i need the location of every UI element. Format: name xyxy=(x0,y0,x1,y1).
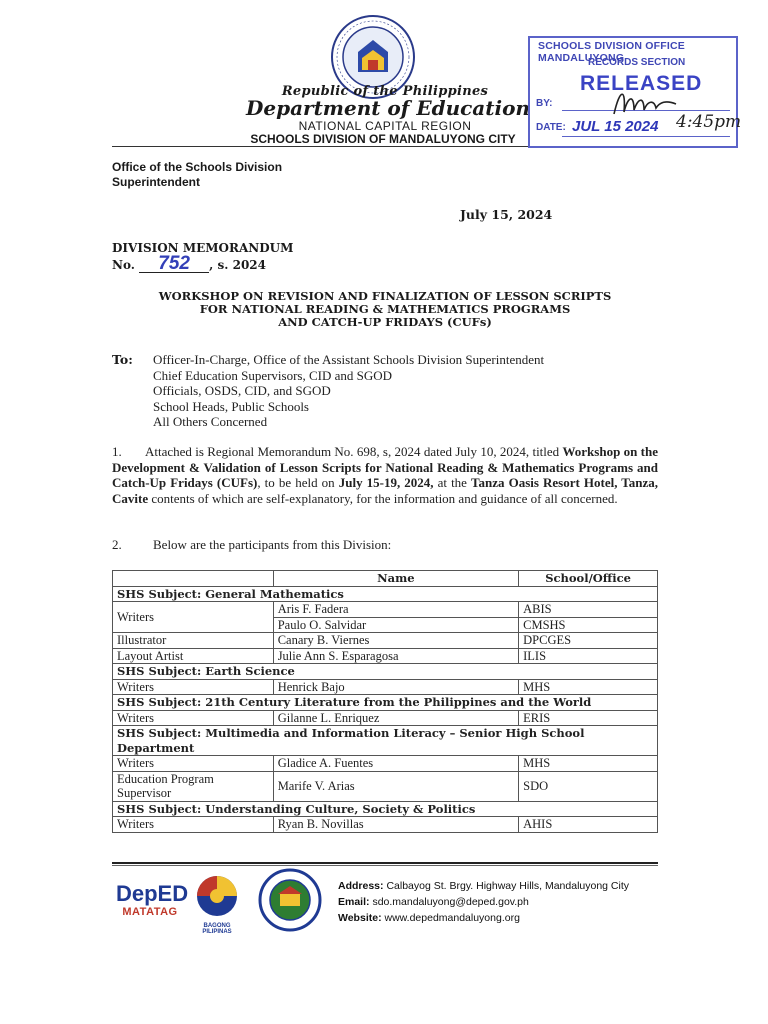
subject-row xyxy=(113,726,658,756)
school-cell: MHS xyxy=(519,679,658,695)
subject-row xyxy=(113,801,658,817)
name-cell: Canary B. Viernes xyxy=(273,633,518,649)
participants-table xyxy=(112,570,658,833)
paragraph-2 xyxy=(112,537,391,553)
table-row xyxy=(113,771,658,801)
school-cell: CMSHS xyxy=(519,617,658,633)
released-stamp xyxy=(528,36,742,148)
stamp-status: RELEASED xyxy=(580,72,703,95)
school-cell: MHS xyxy=(519,756,658,772)
subject-row xyxy=(113,664,658,680)
workshop-title: Workshop on the Development & Validation of Lesson Scripts for National Reading & Mathematics Programs and Catch-Up Fridays (CUFs) xyxy=(112,444,658,490)
subject-label: SHS Subject: General Mathematics xyxy=(113,586,658,602)
subject-row xyxy=(113,695,658,711)
website-label: Website: xyxy=(338,912,382,924)
recipient: Officer-In-Charge, Office of the Assistant Schools Division Superintendent xyxy=(153,352,545,367)
footer-divider xyxy=(112,862,658,864)
subject-label: SHS Subject: Multimedia and Information Literacy – Senior High School Department xyxy=(113,726,658,756)
school-cell: DPCGES xyxy=(519,633,658,649)
name-cell: Henrick Bajo xyxy=(273,679,518,695)
footer-divider xyxy=(112,865,658,866)
table-row xyxy=(113,602,658,618)
header-region: NATIONAL CAPITAL REGION xyxy=(298,119,472,133)
workshop-dates: July 15-19, 2024, xyxy=(338,475,434,490)
address-label: Address: xyxy=(338,880,384,892)
memo-title xyxy=(112,290,658,329)
deped-logo-text: DepED xyxy=(116,881,189,906)
paragraph-text: at the xyxy=(433,475,472,490)
recipient-list xyxy=(153,352,544,430)
table-row xyxy=(113,817,658,833)
role-cell: Writers xyxy=(113,756,274,772)
role-cell: Education Program Supervisor xyxy=(113,771,274,801)
memo-type: DIVISION MEMORANDUM xyxy=(112,241,294,255)
school-cell: SDO xyxy=(519,771,658,801)
role-cell: Writers xyxy=(113,710,274,726)
table-row xyxy=(113,648,658,664)
school-cell: AHIS xyxy=(519,817,658,833)
role-cell: Writers xyxy=(113,602,274,633)
name-cell: Paulo O. Salvidar xyxy=(273,617,518,633)
role-cell: Layout Artist xyxy=(113,648,274,664)
email-link[interactable]: sdo.mandaluyong@deped.gov.ph xyxy=(372,896,529,908)
subject-label: SHS Subject: 21th Century Literature from the Philippines and the World xyxy=(113,695,658,711)
memo-title-line: WORKSHOP ON REVISION AND FINALIZATION OF LESSON SCRIPTS xyxy=(158,289,612,303)
name-cell: Gladice A. Fuentes xyxy=(273,756,518,772)
role-cell: Writers xyxy=(113,817,274,833)
memo-title-line: FOR NATIONAL READING & MATHEMATICS PROGRAMS xyxy=(199,302,571,316)
table-row xyxy=(113,679,658,695)
bagong-pilipinas-icon xyxy=(190,874,244,918)
recipient: Chief Education Supervisors, CID and SGOD xyxy=(153,367,393,383)
office-name: Office of the Schools Division Superintendent xyxy=(112,160,283,189)
name-cell: Julie Ann S. Esparagosa xyxy=(273,648,518,664)
stamp-by-label: BY: xyxy=(536,98,553,109)
name-cell: Ryan B. Novillas xyxy=(273,817,518,833)
sdo-mandaluyong-seal-icon xyxy=(258,868,322,932)
name-cell: Marife V. Arias xyxy=(273,771,518,801)
memo-date: July 15, 2024 xyxy=(460,207,553,222)
name-cell: Aris F. Fadera xyxy=(273,602,518,618)
memo-number-block xyxy=(112,240,293,273)
memo-title-line: AND CATCH-UP FRIDAYS (CUFs) xyxy=(278,315,492,329)
stamp-time-value: 4:45pm xyxy=(676,112,742,132)
subject-row xyxy=(113,586,658,602)
role-cell: Illustrator xyxy=(113,633,274,649)
column-header: School/Office xyxy=(519,571,658,587)
recipient: All Others Concerned xyxy=(153,414,268,429)
subject-label: SHS Subject: Understanding Culture, Society & Politics xyxy=(113,801,658,817)
deped-matatag-logo xyxy=(116,881,189,928)
header-republic: Republic of the Philippines xyxy=(281,84,489,99)
email-label: Email: xyxy=(338,896,370,908)
address-text: Calbayog St. Brgy. Highway Hills, Mandaluyong City xyxy=(386,880,630,892)
bagong-pilipinas-logo xyxy=(190,874,244,935)
subject-label: SHS Subject: Earth Science xyxy=(113,664,658,680)
table-header-row xyxy=(113,571,658,587)
paragraph-text: contents of which are self-explanatory, for the information and guidance of all concerned. xyxy=(148,490,618,506)
stamp-date-label: DATE: xyxy=(536,122,566,133)
recipient: School Heads, Public Schools xyxy=(153,398,309,414)
paragraph-number: 2. xyxy=(112,537,122,552)
role-cell: Writers xyxy=(113,679,274,695)
to-label: To: xyxy=(112,352,133,367)
school-cell: ABIS xyxy=(519,602,658,618)
school-cell: ILIS xyxy=(519,648,658,664)
memo-number: 752 xyxy=(139,256,209,273)
workshop-venue: Tanza Oasis Resort Hotel, Tanza, Cavite xyxy=(112,475,659,506)
recipient: Officials, OSDS, CID, and SGOD xyxy=(153,383,331,398)
header-division: SCHOOLS DIVISION OF MANDALUYONG CITY xyxy=(250,132,516,146)
memo-series: , s. 2024 xyxy=(209,258,267,272)
footer-contact xyxy=(338,878,629,926)
header-department: Department of Education xyxy=(246,96,530,120)
column-header xyxy=(113,571,274,587)
bagong-pilipinas-text: BAGONG PILIPINAS xyxy=(202,923,232,935)
name-cell: Gilanne L. Enriquez xyxy=(273,710,518,726)
table-row xyxy=(113,756,658,772)
stamp-date-line xyxy=(562,136,730,137)
stamp-section: RECORDS SECTION xyxy=(588,57,686,68)
paragraph-number: 1. xyxy=(112,444,122,459)
table-row xyxy=(113,710,658,726)
column-header: Name xyxy=(273,571,518,587)
paragraph-text: Below are the participants from this Division: xyxy=(153,537,392,552)
stamp-office: SCHOOLS DIVISION OFFICE MANDALUYONG xyxy=(538,40,685,64)
table-row xyxy=(113,633,658,649)
paragraph-text: , to be held on xyxy=(257,475,339,490)
paragraph-text: Attached is Regional Memorandum No. 698, s, 2024 dated July 10, 2024, titled xyxy=(144,444,563,459)
website-link[interactable]: www.depedmandaluyong.org xyxy=(384,912,520,924)
matatag-text: MATATAG xyxy=(122,906,178,918)
stamp-date-value: JUL 15 2024 xyxy=(572,118,659,135)
school-cell: ERIS xyxy=(519,710,658,726)
memo-no-label: No. xyxy=(112,258,135,272)
paragraph-1 xyxy=(112,444,658,506)
